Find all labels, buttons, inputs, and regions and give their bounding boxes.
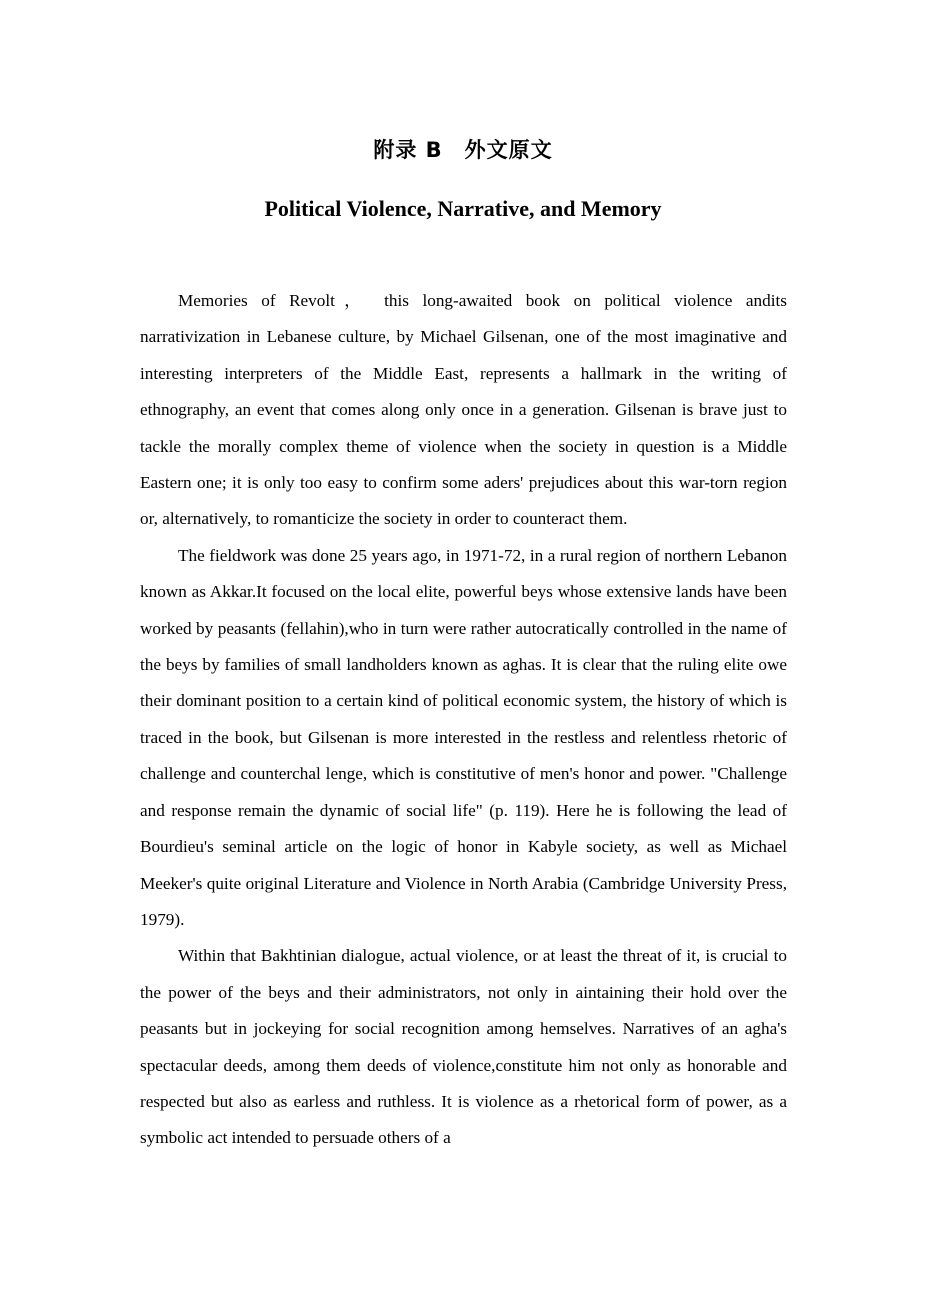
paragraph-1: Memories of Revolt， this long-awaited book on political violence andits narrativization in Lebanese culture, by Michael Gilsenan, one of the most imaginative and interesting interpreters of the Middle East, represents a hallmark in the writing of ethnography, an event that comes along only once in a generation. Gilsenan is brave just to tackle the morally complex theme of violence when the society in question is a Middle Eastern one; it is only too easy to confirm some aders' prejudices about this war-torn region or, alternatively, to romanticize the society in order to counteract them. [140,291,787,529]
appendix-label: 附录 B [373,138,443,162]
appendix-heading [0,134,926,164]
document-title: Political Violence, Narrative, and Memory [264,196,662,221]
body-text [140,283,787,1157]
paragraph-3: Within that Bakhtinian dialogue, actual violence, or at least the threat of it, is crucial to the power of the beys and their administrators, not only in aintaining their hold over the peasants but in jockeying for social recognition among hemselves. Narratives of an agha's spectacular deeds, among them deeds of violence,constitute him not only as honorable and respected but also as earless and ruthless. It is violence as a rhetorical form of power, as a symbolic act intended to persuade others of a [140,946,787,1148]
appendix-title: 外文原文 [464,138,553,162]
paragraph-2: The fieldwork was done 25 years ago, in 1971-72, in a rural region of northern Lebanon known as Akkar.It focused on the local elite, powerful beys whose extensive lands have been worked by peasants (fellahin),who in turn were rather autocratically controlled in the name of the beys by families of small landholders known as aghas. It is clear that the ruling elite owe their dominant position to a certain kind of political economic system, the history of which is traced in the book, but Gilsenan is more interested in the restless and relentless rhetoric of challenge and counterchal lenge, which is constitutive of men's honor and power. "Challenge and response remain the dynamic of social life" (p. 119). Here he is following the lead of Bourdieu's seminal article on the logic of honor in Kabyle society, as well as Michael Meeker's quite original Literature and Violence in North Arabia (Cambridge University Press, 1979). [140,545,787,929]
